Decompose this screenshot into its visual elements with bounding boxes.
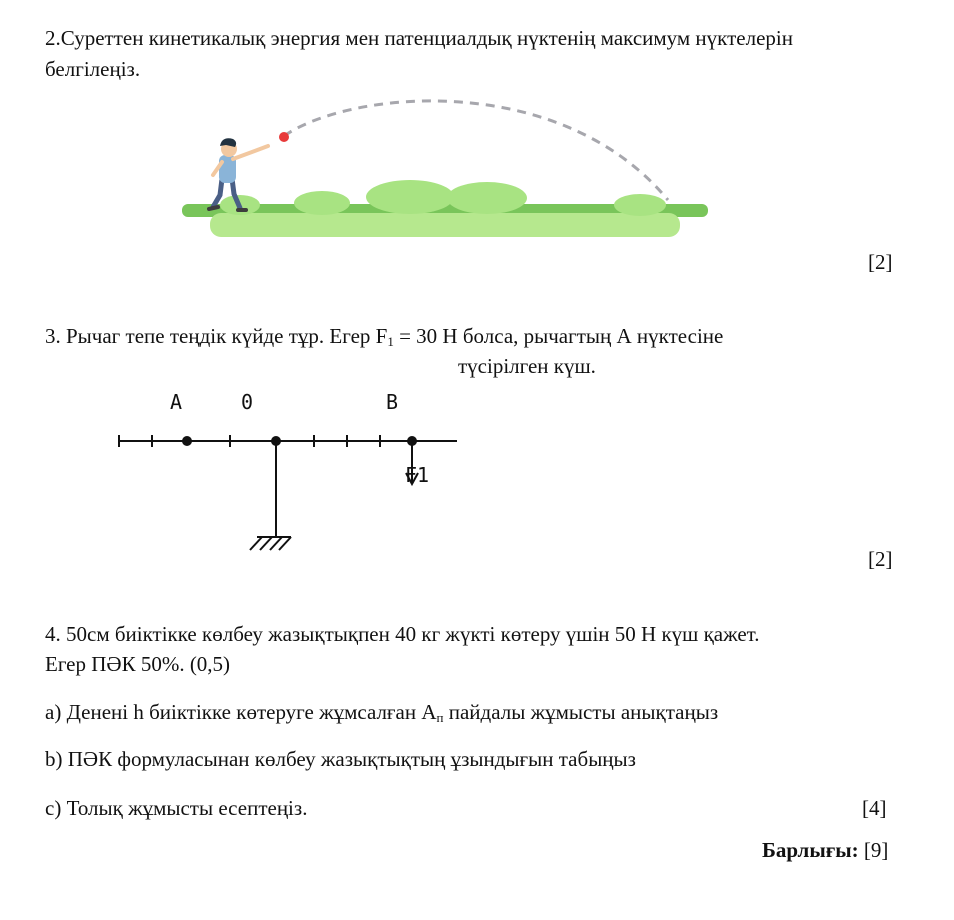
support-hatch — [250, 537, 291, 550]
lever-label-f1: F1 — [405, 463, 430, 487]
lever-label-0: 0 — [241, 390, 254, 414]
total-line: Барлығы: [9] — [762, 838, 889, 862]
q4-text-line2: Егер ПӘК 50%. (0,5) — [45, 652, 231, 676]
q4-text-line1: 4. 50см биіктікке көлбеу жазықтықпен 40 кг жүкті көтеру үшін 50 Н күш қажет. — [45, 622, 760, 646]
q4-item-a: a) Денені h биіктікке көтеруге жұмсалған $А_п$ пайдалы жұмысты анықтаңыз — [45, 700, 719, 725]
q4-score: [4] — [862, 796, 887, 820]
q4-item-b: b) ПӘК формуласынан көлбеу жазықтықтың ұзындығын табыңыз — [45, 747, 636, 771]
point-a — [182, 436, 192, 446]
q3-text-line1: 3. Рычаг тепе теңдік күйде тұр. Егер $F_1 = 30$ Н болса, рычагтың А нүктесіне — [45, 324, 724, 349]
q2-score: [2] — [868, 250, 893, 274]
q2-text-line1: 2.Суреттен кинетикалық энергия мен патенциалдық нүктенің максимум нүктелерін — [45, 26, 793, 50]
q2-text-line2: белгілеңіз. — [45, 57, 141, 81]
q3-score: [2] — [868, 547, 893, 571]
lever-label-b: B — [386, 390, 399, 414]
q4-item-c: c) Толық жұмысты есептеңіз. — [45, 796, 308, 820]
lever-label-a: A — [170, 390, 183, 414]
q3-text-line2: түсірілген күш. — [458, 354, 596, 378]
